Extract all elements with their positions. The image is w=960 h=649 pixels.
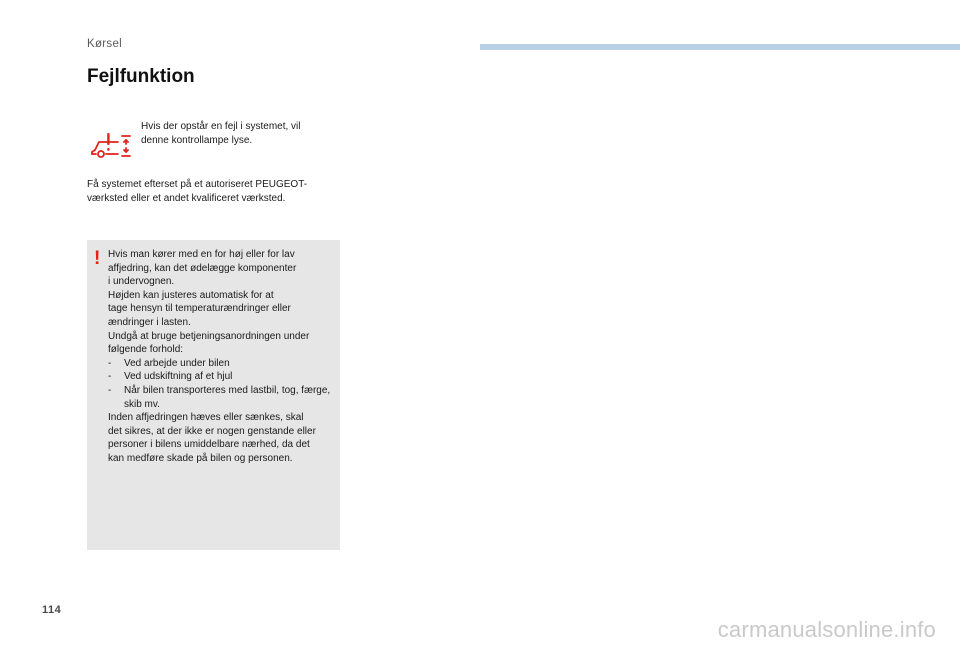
- warning-bullet-list: [108, 357, 336, 411]
- warning-line: i undervognen.: [108, 276, 175, 288]
- warning-line: det sikres, at der ikke er nogen genstande eller: [108, 425, 316, 437]
- bullet-text: Ved arbejde under bilen: [124, 357, 230, 369]
- bullet-text: Når bilen transporteres med lastbil, tog, færge, skib mv.: [124, 384, 331, 410]
- warning-bullet: [108, 370, 336, 384]
- service-text-line: Få systemet efterset på et autoriseret PEUGEOT-: [87, 179, 308, 190]
- warning-line: Undgå at bruge betjeningsanordningen under: [108, 330, 310, 342]
- bullet-dash: -: [108, 357, 112, 369]
- service-text-line: værksted eller et andet kvalificeret værksted.: [87, 193, 286, 204]
- warning-line: Højden kan justeres automatisk for at: [108, 289, 274, 301]
- suspension-warning-lamp-icon: [90, 130, 134, 160]
- exclamation-icon: !: [94, 248, 101, 269]
- warning-line: Hvis man kører med en for høj eller for lav: [108, 249, 295, 260]
- page-number: 114: [42, 604, 62, 616]
- warning-line: personer i bilens umiddelbare nærhed, da det: [108, 439, 310, 451]
- warning-bullet: [108, 384, 336, 411]
- warning-line: Inden affjedringen hæves eller sænkes, skal: [108, 412, 304, 424]
- warning-bullet: [108, 357, 336, 371]
- warning-line: affjedring, kan det ødelægge komponenter: [108, 262, 297, 274]
- lamp-text-line: Hvis der opstår en fejl i systemet, vil: [141, 121, 301, 132]
- warning-line: kan medføre skade på bilen og personen.: [108, 452, 293, 464]
- watermark: carmanualsonline.info: [717, 617, 936, 642]
- bullet-dash: -: [108, 384, 112, 396]
- section-label: Kørsel: [87, 38, 123, 50]
- warning-outro: [108, 411, 336, 465]
- page-title: Fejlfunktion: [87, 66, 195, 87]
- lamp-text-line: denne kontrollampe lyse.: [141, 135, 253, 146]
- warning-line: ændringer i lasten.: [108, 316, 191, 328]
- warning-line: tage hensyn til temperaturændringer eller: [108, 303, 291, 315]
- warning-intro: [108, 248, 336, 357]
- header-accent-bar: [480, 44, 960, 50]
- service-instruction: [87, 178, 342, 206]
- lamp-description: [141, 120, 341, 148]
- warning-box: [87, 240, 340, 550]
- bullet-text: Ved udskiftning af et hjul: [124, 371, 233, 383]
- bullet-dash: -: [108, 371, 112, 383]
- warning-line: følgende forhold:: [108, 344, 184, 356]
